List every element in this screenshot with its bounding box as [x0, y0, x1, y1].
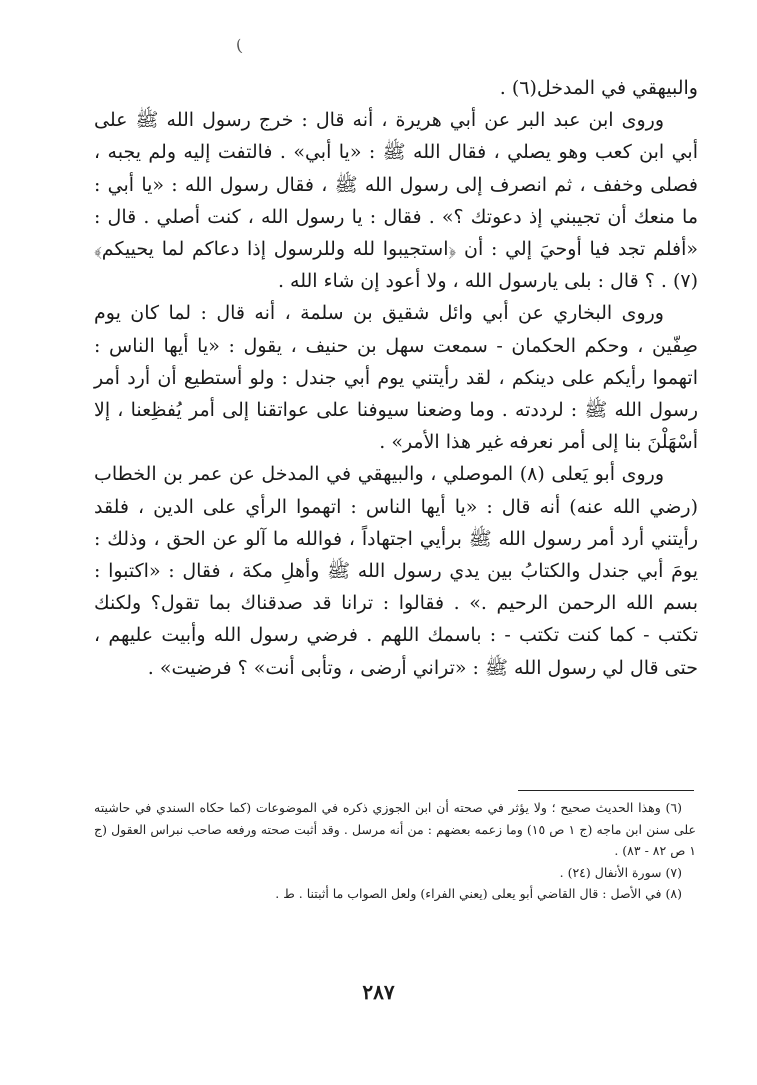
paragraph-continuation: والبيهقي في المدخل(٦) .	[499, 77, 698, 99]
main-text-body	[94, 72, 698, 684]
footnote-6: (٦) وهذا الحديث صحيح ؛ ولا يؤثر في صحته أن ابن الجوزي ذكره في الموضوعات (كما حكاه السندي في حاشيته على سنن ابن ماجه (ج ١ ص ١٥) وما زعمه بعضهم : من أنه مرسل . وقد أثبت صحته ورفعه صاحب نبراس العقول (ج ١ ص ٨٢ - ٨٣) .	[94, 800, 696, 858]
footnotes-section	[94, 797, 696, 905]
footnote-7: (٧) سورة الأنفال (٢٤) .	[559, 864, 682, 880]
paragraph-abu-yala: وروى أبو يَعلى (٨) الموصلي ، والبيهقي في المدخل عن عمر بن الخطاب (رضي الله عنه) أنه قال : «يا أيها الناس : اتهموا الرأي على الدين ، فلقد رأيتني أرد أمر رسول الله ﷺ برأيي اجتهاداً ، فوالله ما آلو عن الحق ، وذلك : يومَ أبي جندل والكتابُ بين يدي رسول الله ﷺ وأهلِ مكة ، فقال : «اكتبوا : بسم الله الرحمن الرحيم .» . فقالوا : ترانا قد صدقناك بما تقول؟ ولكنك تكتب - كما كنت تكتب - : باسمك اللهم . فرضي رسول الله وأبيت عليهم ، حتى قال لي رسول الله ﷺ : «تراني أرضى ، وتأبى أنت» ؟ فرضيت» .	[94, 463, 698, 679]
footnote-8: (٨) في الأصل : قال القاضي أبو يعلى (يعني الفراء) ولعل الصواب ما أثبتنا . ط .	[275, 886, 682, 901]
paragraph-bukhari: وروى البخاري عن أبي وائل شقيق بن سلمة ، أنه قال : لما كان يوم صِفّين ، وحكم الحكمان - سمعت سهل بن حنيف ، يقول : «يا أيها الناس : اتهموا رأيكم على دينكم ، لقد رأيتني يوم أبي جندل : ولو أستطيع أن أرد أمر رسول الله ﷺ : لرددته . وما وضعنا سيوفنا على عواتقنا إلى أمر يُفظِعنا ، إلا أسْهَلْنَ بنا إلى أمر نعرفه غير هذا الأمر» .	[94, 302, 698, 454]
footnote-divider	[518, 790, 694, 791]
margin-mark: (	[234, 35, 244, 56]
paragraph-ibn-abd-albarr: وروى ابن عبد البر عن أبي هريرة ، أنه قال : خرج رسول الله ﷺ على أبي ابن كعب وهو يصلي ، فقال الله ﷺ : «يا أبي» . فالتفت إليه ولم يجبه ، فصلى وخفف ، ثم انصرف إلى رسول الله ﷺ ، فقال رسول الله : «يا أبي : ما منعك أن تجيبني إذ دعوتك ؟» . فقال : يا رسول الله ، كنت أصلي . قال : «أفلم تجد فيا أوحيَ إلي : أن ﴿استجيبوا لله وللرسول إذا دعاكم لما يحييكم﴾(٧) . ؟ قال : بلى يارسول الله ، ولا أعود إن شاء الله .	[94, 109, 698, 293]
page-number: ٢٨٧	[362, 980, 395, 1004]
